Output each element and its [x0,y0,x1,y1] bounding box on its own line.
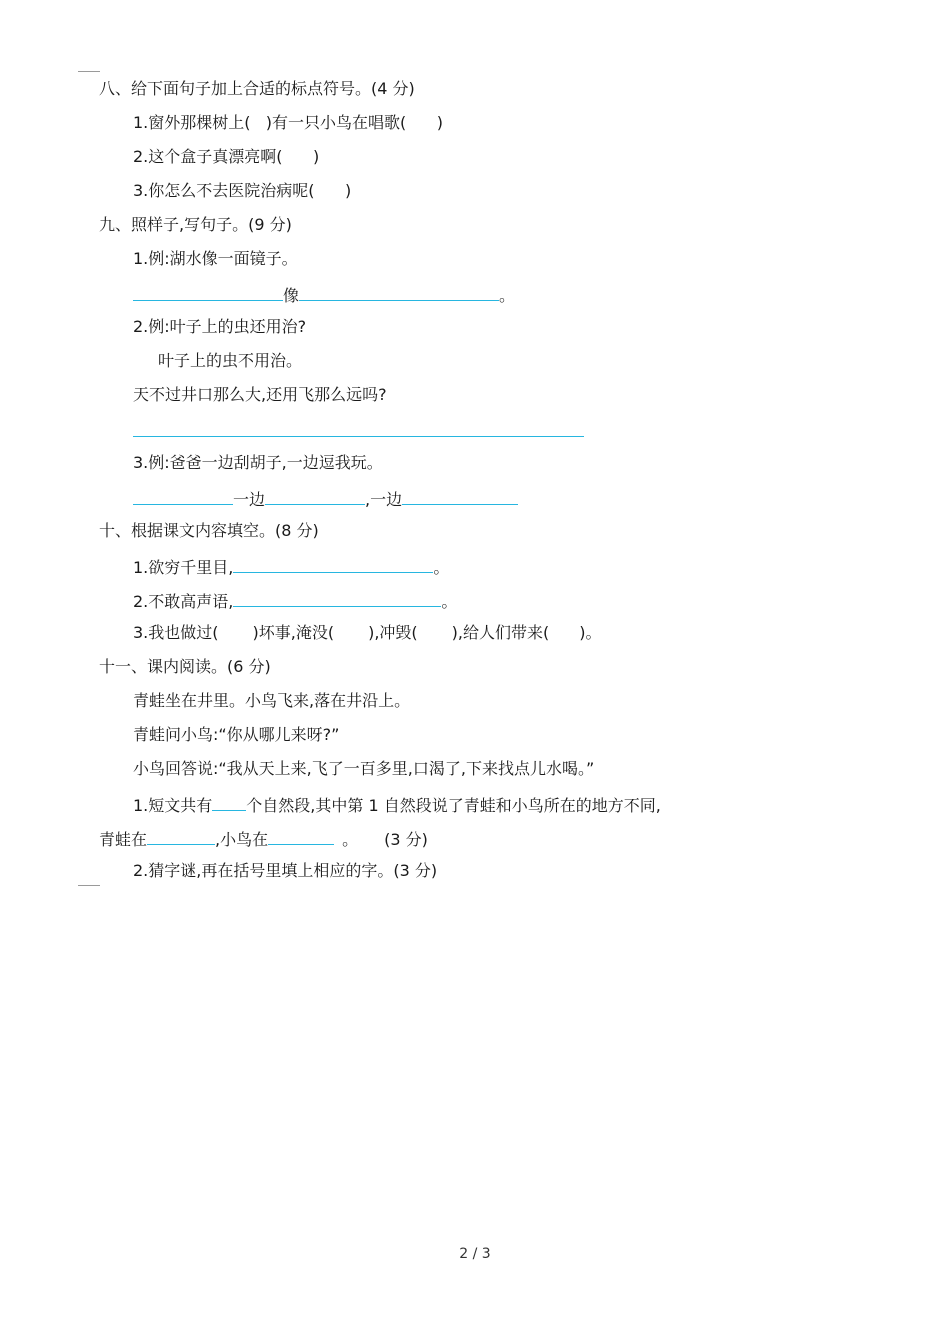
bottom-corner-mark [78,885,100,886]
section-9-title: 九、照样子,写句子。(9 分) [99,215,292,234]
fixed-word: ,一边 [365,490,403,509]
answer-paren[interactable]: ( ) [244,113,273,132]
reading-paragraph-2: 青蛙问小鸟:“你从哪儿来呀?” [133,725,340,744]
answer-blank[interactable] [133,418,584,437]
question-text: 2.不敢高声语, [133,592,234,611]
section-9-example-1: 1.例:湖水像一面镜子。 [133,249,298,268]
section-10-title: 十、根据课文内容填空。(8 分) [99,521,319,540]
question-text: )坏事,淹没( [252,623,335,642]
section-11-question-2: 2.猜字谜,再在括号里填上相应的字。(3 分) [133,861,438,880]
question-text: ),给人们带来( [451,623,550,642]
score-label: (3 分) [384,830,428,849]
reading-paragraph-3: 小鸟回答说:“我从天上来,飞了一百多里,口渴了,下来找点儿水喝。” [133,759,595,778]
end-punct: 。 [342,830,359,849]
section-8-question-1 [133,112,443,134]
question-text: ,小鸟在 [215,830,269,849]
answer-blank[interactable] [268,826,334,845]
end-punct: 。 [441,592,458,611]
question-text: 1.短文共有 [133,796,213,815]
answer-blank[interactable] [133,486,233,505]
section-9-example-2-answer: 叶子上的虫不用治。 [158,351,303,370]
end-punct: 。 [433,558,450,577]
question-text: 青蛙在 [99,830,148,849]
section-10-question-3 [133,622,602,644]
reading-paragraph-1: 青蛙坐在井里。小鸟飞来,落在井沿上。 [133,691,411,710]
answer-blank[interactable] [133,282,283,301]
question-text: 1.欲穷千里目, [133,558,234,577]
section-9-example-3: 3.例:爸爸一边刮胡子,一边逗我玩。 [133,453,383,472]
answer-blank[interactable] [147,826,215,845]
fixed-word: 像 [283,286,300,305]
answer-paren[interactable]: ( ) [400,113,444,132]
section-11-question-1-continued [99,826,428,848]
section-8-question-3 [133,180,351,202]
question-text: 2.这个盒子真漂亮啊 [133,147,277,166]
question-text: 3.你怎么不去医院治病呢 [133,181,309,200]
section-10-question-2 [133,588,457,610]
section-9-answer-1 [133,282,515,304]
section-9-answer-3 [133,486,518,508]
question-text: 有一只小鸟在唱歌 [272,113,401,132]
answer-blank[interactable] [402,486,518,505]
fixed-word: 一边 [233,490,266,509]
end-punct: 。 [499,286,516,305]
section-11-title: 十一、课内阅读。(6 分) [99,657,271,676]
section-11-question-1 [133,792,661,814]
answer-blank[interactable] [233,554,433,573]
question-text: 3.我也做过( [133,623,219,642]
top-corner-mark [78,71,100,72]
question-text: 1.窗外那棵树上 [133,113,245,132]
section-8-title: 八、给下面句子加上合适的标点符号。(4 分) [99,79,415,98]
section-8-question-2 [133,146,319,168]
question-text: )。 [579,623,602,642]
section-9-example-2: 2.例:叶子上的虫还用治? [133,317,307,336]
section-9-question-2: 天不过井口那么大,还用飞那么远吗? [133,385,387,404]
answer-blank[interactable] [265,486,365,505]
answer-blank[interactable] [212,792,246,811]
page-number: 2 / 3 [459,1246,491,1262]
question-text: 个自然段,其中第 1 自然段说了青蛙和小鸟所在的地方不同, [246,796,661,815]
answer-blank[interactable] [233,588,441,607]
answer-paren[interactable]: ( ) [276,147,320,166]
answer-paren[interactable]: ( ) [308,181,352,200]
answer-blank[interactable] [299,282,499,301]
section-10-question-1 [133,554,449,576]
section-9-answer-2 [133,418,584,440]
question-text: ),冲毁( [368,623,418,642]
